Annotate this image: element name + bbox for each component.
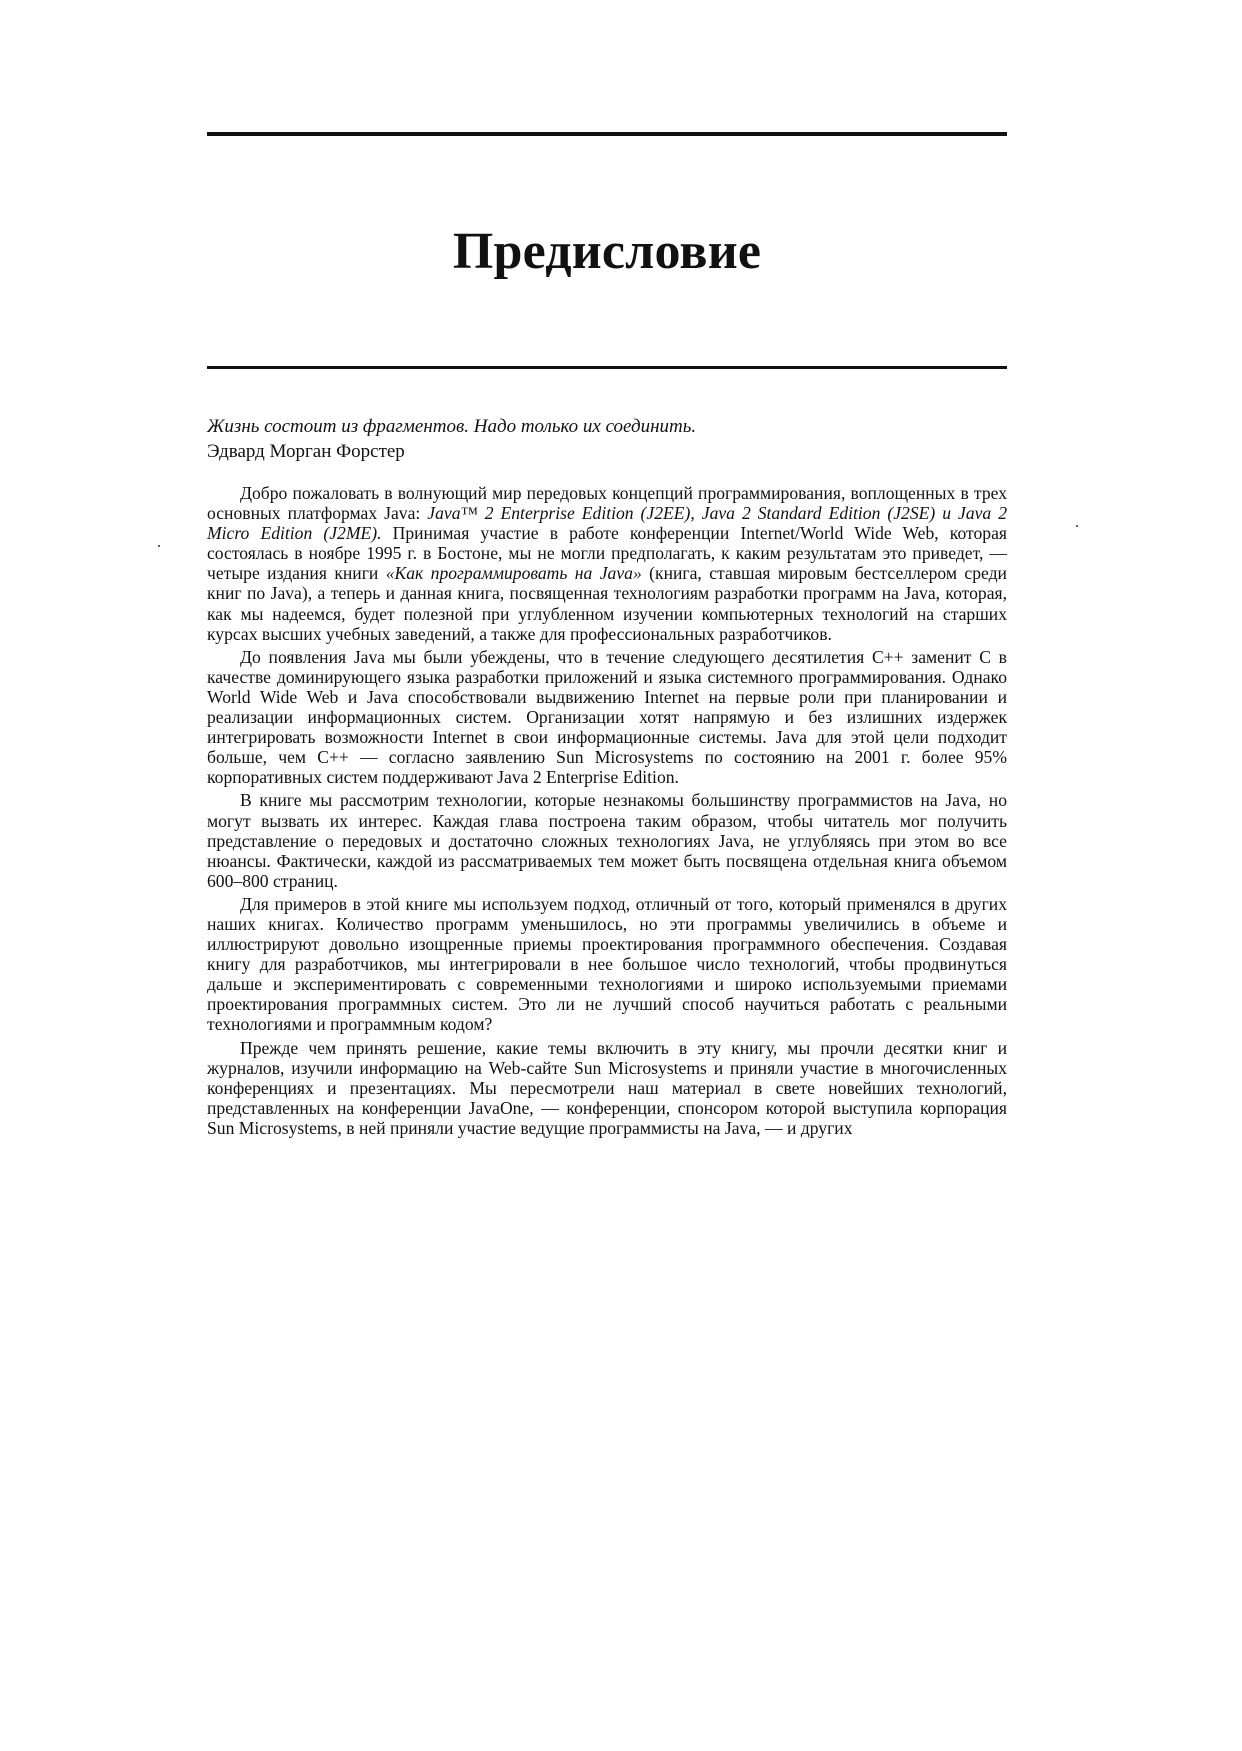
paragraph-1-platforms-b: Java 2 Micro Edition (J2ME). <box>207 503 1008 544</box>
paragraph-1-text-c: (книга, ставшая мировым бестселлером среди книг по Java), а теперь и данная книга, посвященная технологиям разработки программ на Java, которая, как мы надеемся, будет полезной при углубленном изучении компьютерных технологий на старших курсах высших учебных заведений, а также для профессиональных разработчиков. <box>207 563 1007 644</box>
paragraph-3: В книге мы рассмотрим технологии, которые незнакомы большинству программистов на Java, но могут вызвать их интерес. Каждая глава построена таким образом, чтобы читатель мог получить представление о передовых и достаточно сложных технологиях Java, не углубляясь при этом во все нюансы. Фактически, каждой из рассматриваемых тем может быть посвящена отдельная книга объемом 600–800 страниц. <box>207 790 1007 891</box>
paragraph-1-text-b: Принимая участие в работе конференции Internet/World Wide Web, которая состоялась в ноябре 1995 г. в Бостоне, мы не могли предполагать, к каким результатам это приведет, — четыре издания книги <box>207 523 1007 584</box>
top-rule <box>207 132 1007 136</box>
paragraph-4: Для примеров в этой книге мы используем подход, отличный от того, который применялся в других наших книгах. Количество программ уменьшилось, но эти программы увеличились в объеме и иллюстрируют довольно изощренные приемы проектирования программного обеспечения. Создавая книгу для разработчиков, мы интегрировали в нее большое число технологий, чтобы продвинуться дальше и экспериментировать с современными технологиями и широко используемыми приемами проектирования программных систем. Это ли не лучший способ научиться работать с реальными технологиями и программным кодом? <box>207 893 1007 1035</box>
epigraph-author: Эдвард Морган Форстер <box>207 441 405 462</box>
body-text <box>207 483 1007 1141</box>
chapter-title: Предисловие <box>452 223 762 280</box>
bottom-rule <box>207 366 1007 369</box>
paragraph-2: До появления Java мы были убеждены, что в течение следующего десятилетия C++ заменит C в качестве доминирующего языка разработки приложений и языка системного программирования. Однако World Wide Web и Java способствовали выдвижению Internet на первые роли при планировании и реализации информационных систем. Организации хотят напрямую и без излишних издержек интегрировать возможности Internet в свои информационные системы. Java для этой цели подходит больше, чем C++ — согласно заявлению Sun Microsystems по состоянию на 2001 г. более 95% корпоративных систем поддерживают Java 2 Enterprise Edition. <box>207 646 1007 788</box>
paragraph-1-conjunction: и <box>935 503 959 524</box>
paragraph-1-text-a: Добро пожаловать в волнующий мир передовых концепций программирования, воплощенных в трех основных платформах Java: <box>207 483 1007 524</box>
epigraph-quote: Жизнь состоит из фрагментов. Надо только их соединить. <box>207 416 697 437</box>
scan-speck <box>1076 525 1078 527</box>
scan-speck <box>158 545 160 547</box>
epigraph <box>207 414 1007 464</box>
paragraph-5: Прежде чем принять решение, какие темы включить в эту книгу, мы прочли десятки книг и журналов, изучили информацию на Web-сайте Sun Microsystems и приняли участие в многочисленных конференциях и презентациях. Мы пересмотрели наш материал в свете новейших технологий, представленных на конференции JavaOne, — конференции, спонсором которой выступила корпорация Sun Microsystems, в ней приняли участие ведущие программисты на Java, — и других <box>207 1037 1007 1138</box>
paragraph-1-platforms-a: Java™ 2 Enterprise Edition (J2EE), Java 2 Standard Edition (J2SE) <box>427 503 936 524</box>
paragraph-1 <box>207 483 1007 644</box>
paragraph-1-book-title: «Как программировать на Java» <box>385 563 642 584</box>
